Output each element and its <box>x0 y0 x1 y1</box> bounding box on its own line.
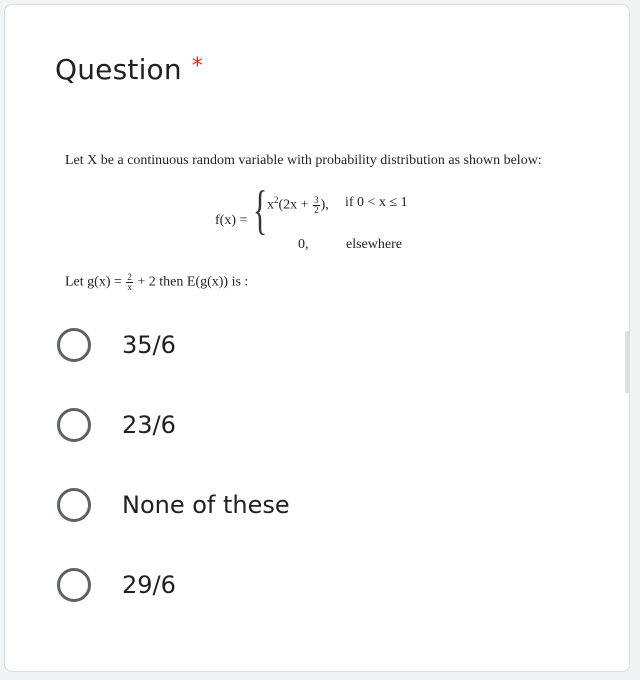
g-suffix: + 2 then E(g(x)) is : <box>137 274 249 290</box>
option-4[interactable] <box>57 565 176 605</box>
g-prefix: Let g(x) = <box>65 274 122 290</box>
g-fraction <box>126 273 133 292</box>
pdf-case1-expression <box>267 195 329 215</box>
g-frac-num: 2 <box>127 272 132 282</box>
option-label: 29/6 <box>122 571 176 599</box>
case1-x: x <box>267 197 274 213</box>
g-frac-den: x <box>127 282 132 292</box>
option-2[interactable] <box>57 405 176 445</box>
question-title <box>55 53 203 86</box>
pdf-lhs: f(x) = <box>215 213 248 228</box>
option-1[interactable] <box>57 325 176 365</box>
g-definition <box>65 273 248 292</box>
case1-close: ), <box>320 197 329 213</box>
option-label: None of these <box>122 491 290 519</box>
radio-button[interactable] <box>57 568 91 602</box>
pdf-case2-condition: elsewhere <box>346 237 402 252</box>
option-label: 35/6 <box>122 331 176 359</box>
question-image <box>65 145 605 295</box>
case1-exponent: 2 <box>274 195 279 205</box>
question-prompt: Let X be a continuous random variable with probability distribution as shown below: <box>65 153 542 168</box>
piecewise-brace: { <box>253 180 268 240</box>
pdf-case1-condition: if 0 < x ≤ 1 <box>345 195 408 210</box>
option-3[interactable] <box>57 485 290 525</box>
radio-button[interactable] <box>57 408 91 442</box>
question-card <box>4 4 630 672</box>
pdf-case2-value: 0, <box>298 237 309 252</box>
question-title-text: Question <box>55 53 182 86</box>
case1-frac-den: 2 <box>314 204 319 215</box>
radio-button[interactable] <box>57 328 91 362</box>
radio-button[interactable] <box>57 488 91 522</box>
required-asterisk: * <box>191 54 204 79</box>
scrollbar-thumb[interactable] <box>625 331 629 393</box>
case1-inner: (2x + <box>278 197 309 213</box>
case1-frac-num: 3 <box>314 194 319 205</box>
option-label: 23/6 <box>122 411 176 439</box>
case1-fraction <box>313 196 320 215</box>
